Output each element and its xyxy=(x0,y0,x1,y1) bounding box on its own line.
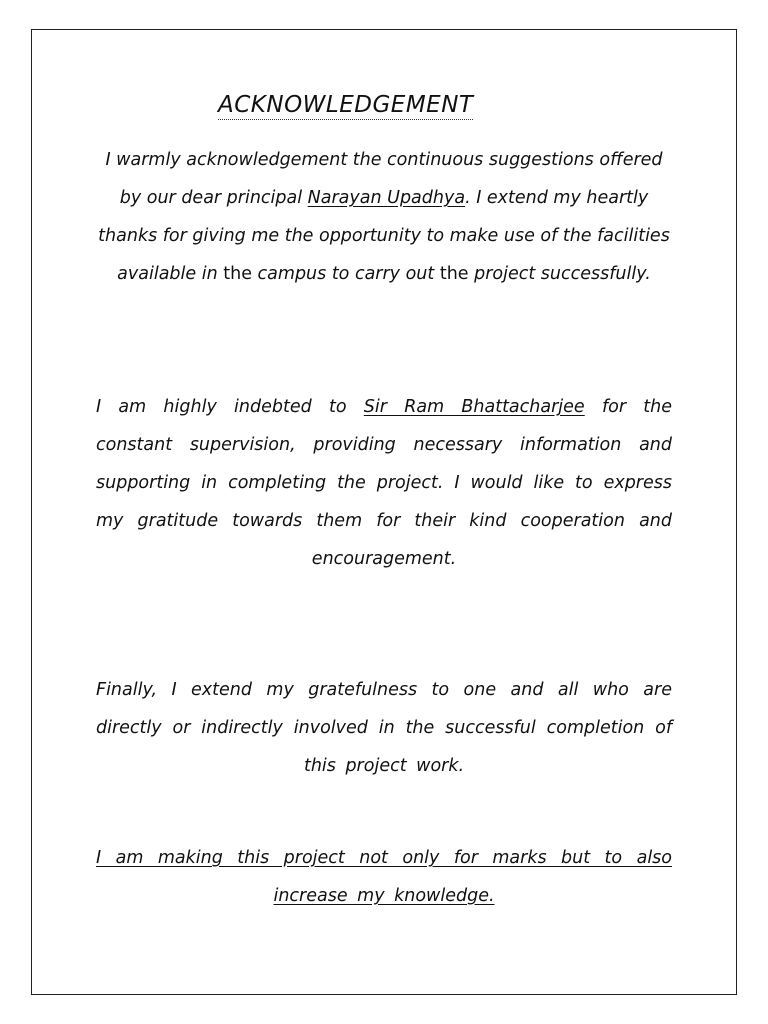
paragraph-supervisor-thanks xyxy=(96,388,672,578)
paragraph-principal-thanks xyxy=(96,141,672,293)
paragraph-text: project successfully. xyxy=(474,264,651,284)
paragraph-text: the xyxy=(434,264,475,284)
paragraph-text: Finally, I extend my gratefulness to one and all who are directly or indirectly involved in the successful completion of this project work. xyxy=(96,680,672,776)
paragraph-gratefulness xyxy=(96,671,672,785)
principal-name: Narayan Upadhya xyxy=(307,188,466,208)
paragraph-text: campus to carry out xyxy=(257,264,435,284)
paragraph-text: the xyxy=(217,264,258,284)
paragraph-closing-statement xyxy=(96,839,672,915)
supervisor-name: Sir Ram Bhattacharjee xyxy=(363,397,585,417)
closing-statement: I am making this project not only for marks but to also increase my knowledge. xyxy=(96,848,672,906)
paragraph-text: . I extend my heartly thanks for giving me the opportunity to make use of the facilities available in xyxy=(98,188,670,284)
paragraph-text: for the constant supervision, providing necessary information and supporting in completing the project. I would like to express my gratitude towards them for their kind cooperation and encouragement. xyxy=(96,397,672,569)
page-title: ACKNOWLEDGEMENT xyxy=(218,92,474,118)
paragraph-text: I am highly indebted to xyxy=(96,397,364,417)
paragraph-text: I warmly acknowledgement the continuous suggestions offered by our dear principal xyxy=(105,150,663,208)
